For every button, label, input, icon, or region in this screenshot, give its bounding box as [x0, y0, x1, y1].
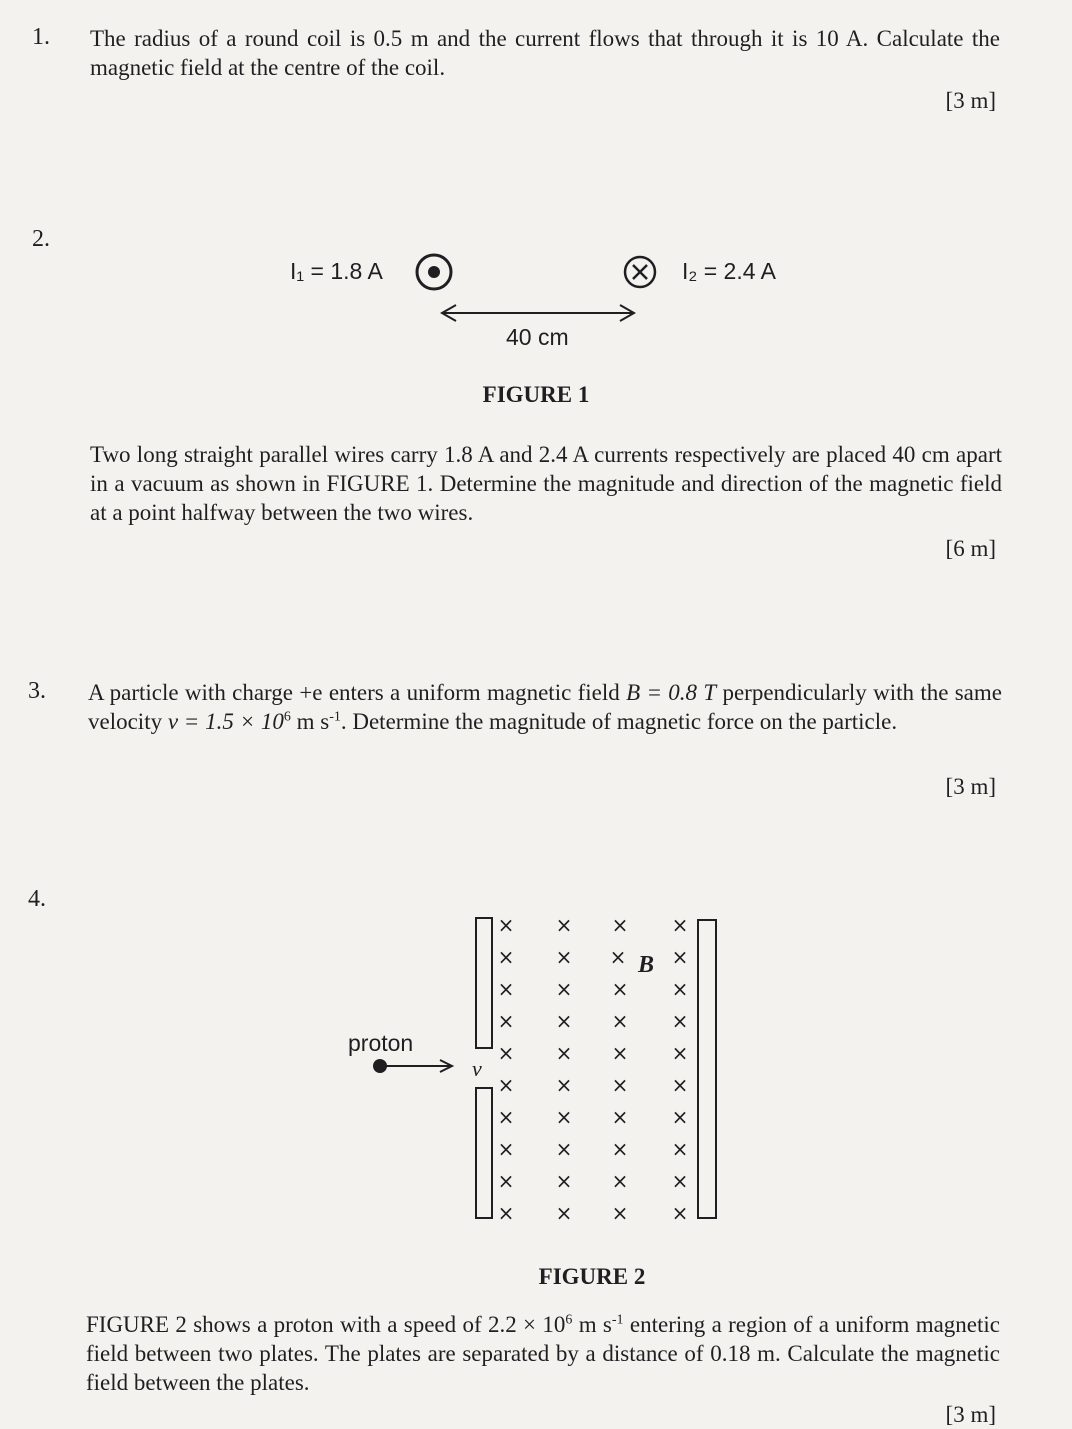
figure-2-diagram — [340, 908, 740, 1228]
question-3-marks: [3 m] — [945, 774, 996, 799]
question-2-text: Two long straight parallel wires carry 1.8 A and 2.4 A currents respectively are placed 40 cm apart in a vacuum as shown in FIGURE 1. Determine the magnitude and direction of the magnetic field at a point halfway between the two wires. — [90, 442, 1002, 525]
field-cross-mark: × — [555, 1105, 573, 1129]
left-plate-lower — [476, 1088, 492, 1218]
current-out-of-page-icon — [412, 250, 456, 294]
field-cross-mark: × — [611, 1041, 629, 1065]
question-3-text: A particle with charge +e enters a uniform magnetic field B = 0.8 T perpendicularly with the same velocity $v = 1.5 \times 10^6$ m $s^{-1}$. Determine the magnitude of magnetic force on the particle. — [88, 680, 1002, 734]
current-1-label: I₁ = 1.8 A — [290, 258, 383, 284]
field-cross-mark: × — [497, 913, 515, 937]
field-cross-mark: × — [611, 1105, 629, 1129]
field-cross-mark: × — [671, 1105, 689, 1129]
field-cross-mark: × — [497, 1105, 515, 1129]
field-cross-mark: × — [671, 1169, 689, 1193]
field-cross-mark: × — [671, 913, 689, 937]
field-cross-mark: × — [555, 945, 573, 969]
field-cross-mark: × — [497, 1169, 515, 1193]
field-cross-mark: × — [555, 1041, 573, 1065]
field-cross-mark: × — [611, 977, 629, 1001]
field-cross-mark: × — [555, 1073, 573, 1097]
field-cross-mark: × — [611, 913, 629, 937]
distance-double-arrow-icon — [438, 302, 638, 324]
question-1-text: The radius of a round coil is 0.5 m and the current flows that through it is 10 A. Calculate the magnetic field at the centre of the coil. — [90, 26, 1000, 80]
field-cross-mark: × — [671, 1201, 689, 1225]
question-2-number: 2. — [32, 226, 50, 252]
field-cross-mark: × — [611, 1073, 629, 1097]
left-plate-upper — [476, 918, 492, 1048]
field-cross-mark: × — [609, 945, 627, 969]
field-cross-mark: × — [611, 1009, 629, 1033]
field-cross-mark: × — [671, 1009, 689, 1033]
field-cross-mark: × — [555, 1201, 573, 1225]
field-cross-mark: × — [611, 1169, 629, 1193]
right-plate — [698, 920, 716, 1218]
question-4-number: 4. — [28, 886, 46, 912]
field-cross-mark: × — [555, 1169, 573, 1193]
field-cross-mark: × — [497, 1073, 515, 1097]
question-2-marks: [6 m] — [945, 536, 996, 561]
question-4-marks: [3 m] — [945, 1402, 996, 1427]
field-cross-mark: × — [555, 1009, 573, 1033]
question-1-marks: [3 m] — [945, 88, 996, 113]
proton-label: proton — [348, 1030, 414, 1056]
question-1-number: 1. — [32, 24, 50, 50]
magnetic-field-crosses — [498, 913, 689, 1225]
field-cross-mark: × — [671, 945, 689, 969]
field-cross-mark: × — [671, 977, 689, 1001]
field-cross-mark: × — [611, 1201, 629, 1225]
figure-1-caption: FIGURE 1 — [482, 382, 590, 407]
current-into-page-icon — [620, 252, 660, 292]
field-cross-mark: × — [555, 913, 573, 937]
field-cross-mark: × — [671, 1041, 689, 1065]
velocity-label: v — [472, 1056, 482, 1081]
question-3-number: 3. — [28, 678, 46, 704]
field-cross-mark: × — [497, 1009, 515, 1033]
current-2-label: I₂ = 2.4 A — [682, 258, 776, 284]
field-cross-mark: × — [497, 1201, 515, 1225]
distance-label: 40 cm — [506, 324, 569, 350]
question-4-text: FIGURE 2 shows a proton with a speed of $2.2 \times 10^6$ m $s^{-1}$ entering a region of a uniform magnetic field between two plates. The plates are separated by a distance of 0.18 m. Calculate the magnetic field between the plates. — [86, 1312, 1000, 1395]
figure-2-caption: FIGURE 2 — [538, 1264, 646, 1289]
field-cross-mark: × — [497, 1041, 515, 1065]
field-cross-mark: × — [671, 1137, 689, 1161]
field-label: B — [638, 952, 655, 978]
field-cross-mark: × — [611, 1137, 629, 1161]
field-cross-mark: × — [497, 977, 515, 1001]
field-cross-mark: × — [555, 1137, 573, 1161]
field-cross-mark: × — [555, 977, 573, 1001]
field-cross-mark: × — [497, 1137, 515, 1161]
field-cross-mark: × — [671, 1073, 689, 1097]
field-cross-mark: × — [497, 945, 515, 969]
